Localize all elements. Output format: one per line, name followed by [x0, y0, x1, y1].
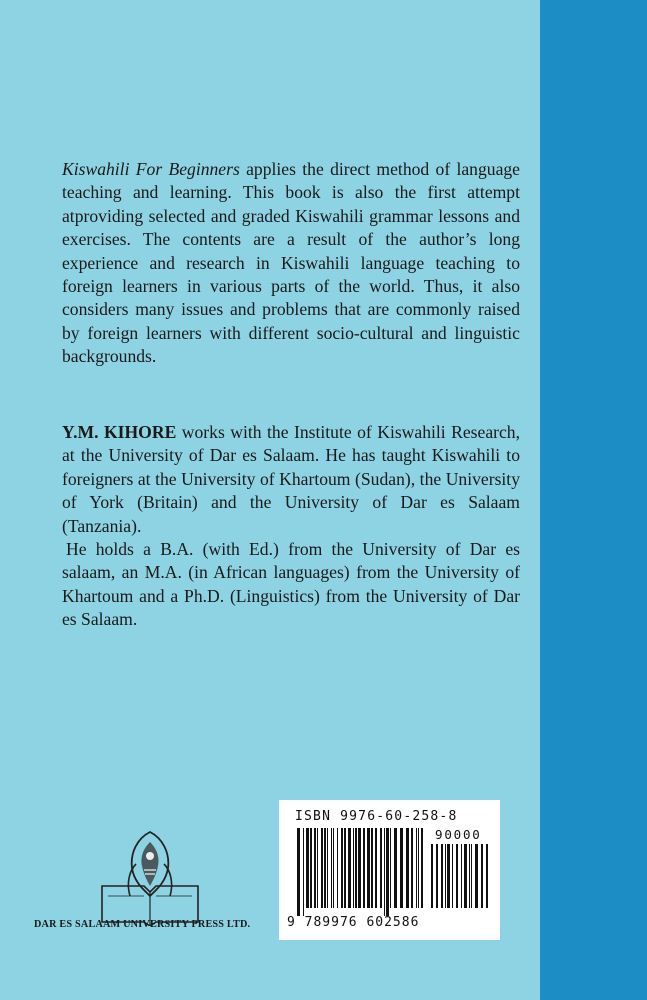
barcode-bar [386, 828, 389, 916]
barcode-bar [358, 828, 361, 908]
barcode-bar [317, 828, 318, 908]
barcode-bar [406, 828, 409, 908]
barcode-bar [390, 828, 391, 908]
barcode-bar [348, 828, 351, 908]
barcode-bar [344, 828, 346, 908]
barcode-bar [418, 828, 419, 908]
author-name: Y.M. KIHORE [62, 422, 177, 442]
barcode-bar [475, 844, 478, 908]
barcode-bar [441, 844, 443, 908]
barcode-bar [380, 828, 382, 908]
barcode-bar [411, 828, 413, 908]
publisher-name: DAR ES SALAAM UNIVERSITY PRESS LTD. [34, 919, 251, 930]
barcode-bar [355, 828, 357, 908]
barcode-bar [464, 844, 467, 908]
barcode-bar [394, 828, 397, 908]
price-code: 90000 [435, 827, 482, 842]
barcode-bar [486, 844, 488, 908]
book-title: Kiswahili For Beginners [62, 159, 240, 179]
barcode-bar [327, 828, 328, 908]
barcode-bar [324, 828, 326, 908]
author-bio-paragraph-1: works with the Institute of Kiswahili Research, at the University of Dar es Salaam. He has taught Kiswahili to foreigners at the University of Khartoum (Sudan), the University of York (Britain) and the University of Dar es Salaam (Tanzania). [62, 422, 521, 536]
barcode-bar [416, 828, 417, 908]
barcode-bar [471, 844, 472, 908]
ean-barcode-bars [297, 828, 425, 916]
barcode-bar [456, 844, 458, 908]
barcode-bar [371, 828, 373, 908]
book-spine [540, 0, 647, 1000]
university-crest-icon [100, 826, 200, 926]
barcode-bar [375, 828, 377, 908]
barcode-bar [367, 828, 370, 908]
barcode-bar [306, 828, 309, 908]
barcode-bar [461, 844, 462, 908]
barcode-bar [333, 828, 334, 908]
author-bio-paragraph-2: He holds a B.A. (with Ed.) from the University of Dar es salaam, an M.A. (in African languages) from the University of Khartoum and a Ph.D. (Linguistics) from the University of Dar es Salaam. [62, 539, 520, 630]
barcode-bar [400, 828, 403, 908]
barcode-bar [445, 844, 446, 908]
author-bio [62, 421, 520, 632]
isbn-label: ISBN 9976-60-258-8 [295, 809, 458, 824]
description-text: applies the direct method of language teaching and learning. This book is also the first attempt atproviding selected and graded Kiswahili grammar lessons and exercises. The contents are a result of the author’s long experience and research in Kiswahili language teaching to foreign learners in various parts of the world. Thus, it also considers many issues and problems that are commonly raised by foreign learners with different socio-cultural and linguistic backgrounds. [62, 159, 520, 367]
barcode-bar [469, 844, 470, 908]
barcode-bar [421, 828, 423, 908]
barcode-bar [353, 828, 354, 908]
barcode-bar [314, 828, 316, 908]
barcode-bar [331, 828, 332, 908]
barcode-bar [303, 828, 304, 916]
barcode-bar [431, 844, 433, 908]
barcode-bar [384, 828, 385, 916]
book-description [62, 158, 520, 369]
barcode-bar [436, 844, 438, 908]
barcode-bar [481, 844, 483, 908]
barcode-bar [310, 828, 312, 908]
barcode-bar [341, 828, 343, 908]
barcode-bar [321, 828, 323, 908]
barcode-bar [363, 828, 365, 908]
barcode-bar [452, 844, 453, 908]
barcode-bar [297, 828, 300, 916]
addon-barcode-bars [431, 844, 489, 916]
ean-digits: 9 789976 602586 [287, 915, 420, 930]
barcode-bar [337, 828, 338, 908]
barcode-bar [447, 844, 450, 908]
isbn-barcode [279, 800, 500, 940]
